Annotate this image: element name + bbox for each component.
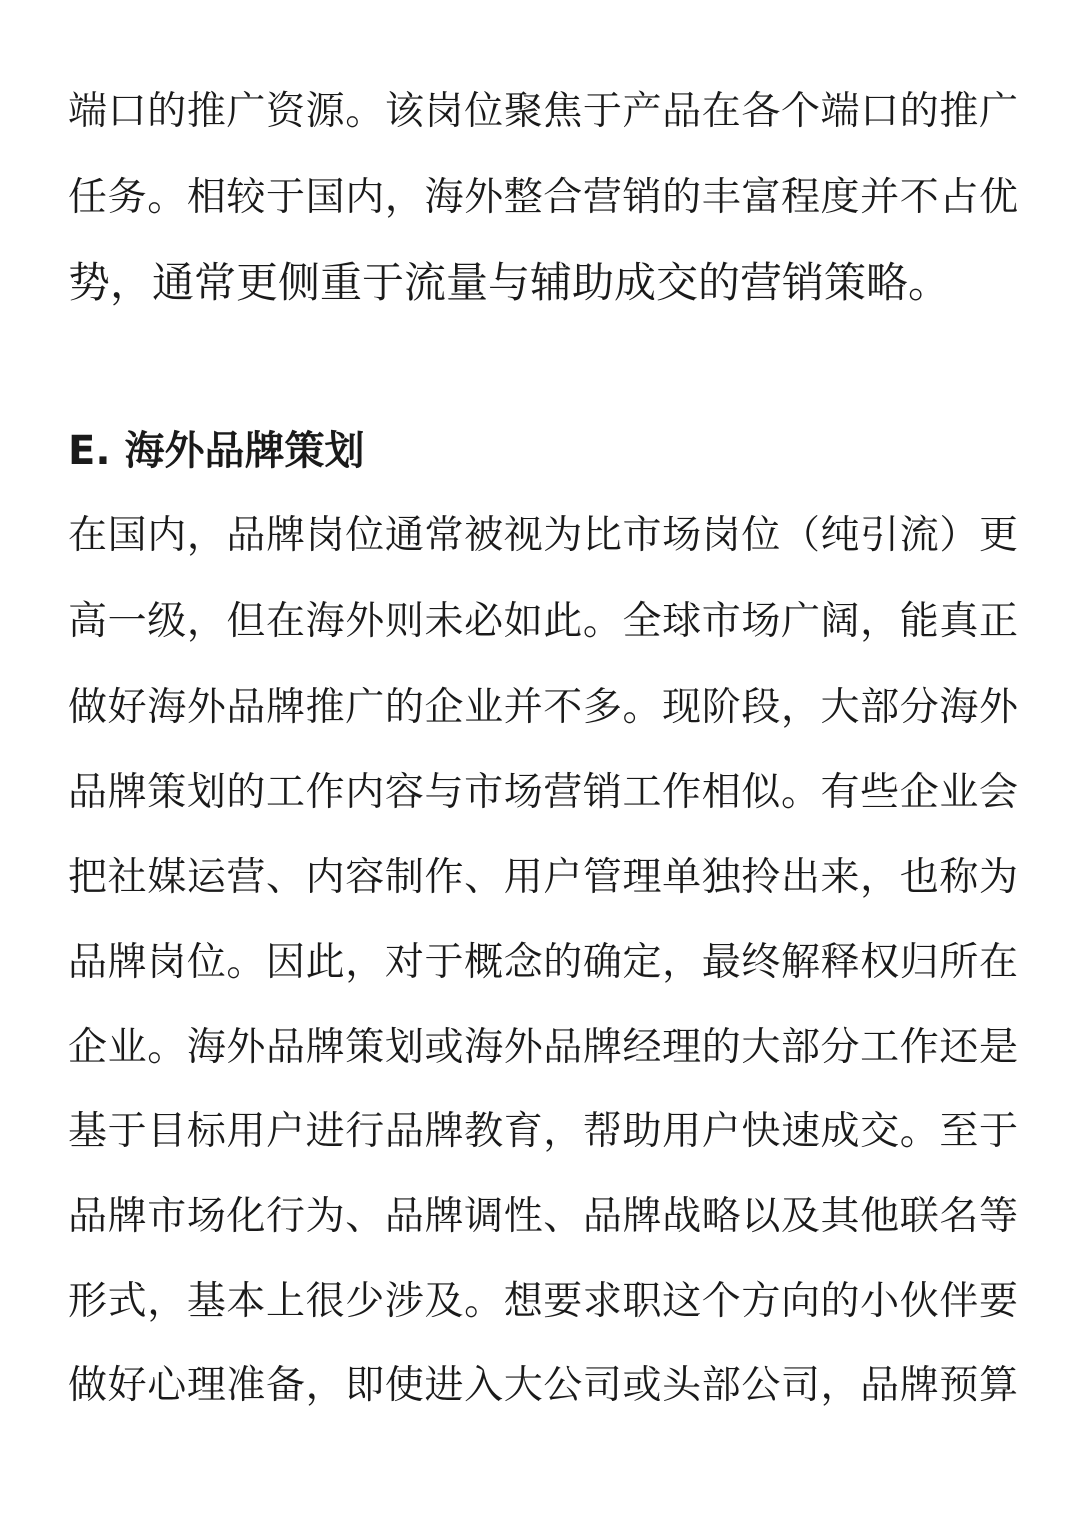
paragraph-line: 企业。海外品牌策划或海外品牌经理的大部分工作还是 — [68, 1025, 1018, 1070]
paragraph-line: 做好海外品牌推广的企业并不多。现阶段，大部分海外 — [68, 685, 1018, 730]
paragraph-line: 品牌岗位。因此，对于概念的确定，最终解释权归所在 — [68, 940, 1018, 985]
paragraph-line: 品牌策划的工作内容与市场营销工作相似。有些企业会 — [68, 770, 1018, 815]
paragraph-line: 高一级，但在海外则未必如此。全球市场广阔，能真正 — [68, 599, 1018, 644]
paragraph-line: 端口的推广资源。该岗位聚焦于产品在各个端口的推广 — [68, 89, 1018, 134]
paragraph-line: 势，通常更侧重于流量与辅助成交的营销策略。 — [68, 258, 951, 307]
paragraph-line: 任务。相较于国内，海外整合营销的丰富程度并不占优 — [68, 175, 1018, 220]
paragraph-line: 基于目标用户进行品牌教育，帮助用户快速成交。至于 — [68, 1109, 1018, 1154]
section-heading: E. 海外品牌策划 — [68, 428, 365, 474]
paragraph-line: 把社媒运营、内容制作、用户管理单独拎出来，也称为 — [68, 855, 1018, 900]
paragraph-line: 品牌市场化行为、品牌调性、品牌战略以及其他联名等 — [68, 1194, 1018, 1239]
paragraph-line: 形式，基本上很少涉及。想要求职这个方向的小伙伴要 — [68, 1279, 1018, 1324]
paragraph-line: 在国内，品牌岗位通常被视为比市场岗位（纯引流）更 — [68, 513, 1018, 558]
paragraph-line: 做好心理准备，即使进入大公司或头部公司，品牌预算 — [68, 1363, 1018, 1408]
